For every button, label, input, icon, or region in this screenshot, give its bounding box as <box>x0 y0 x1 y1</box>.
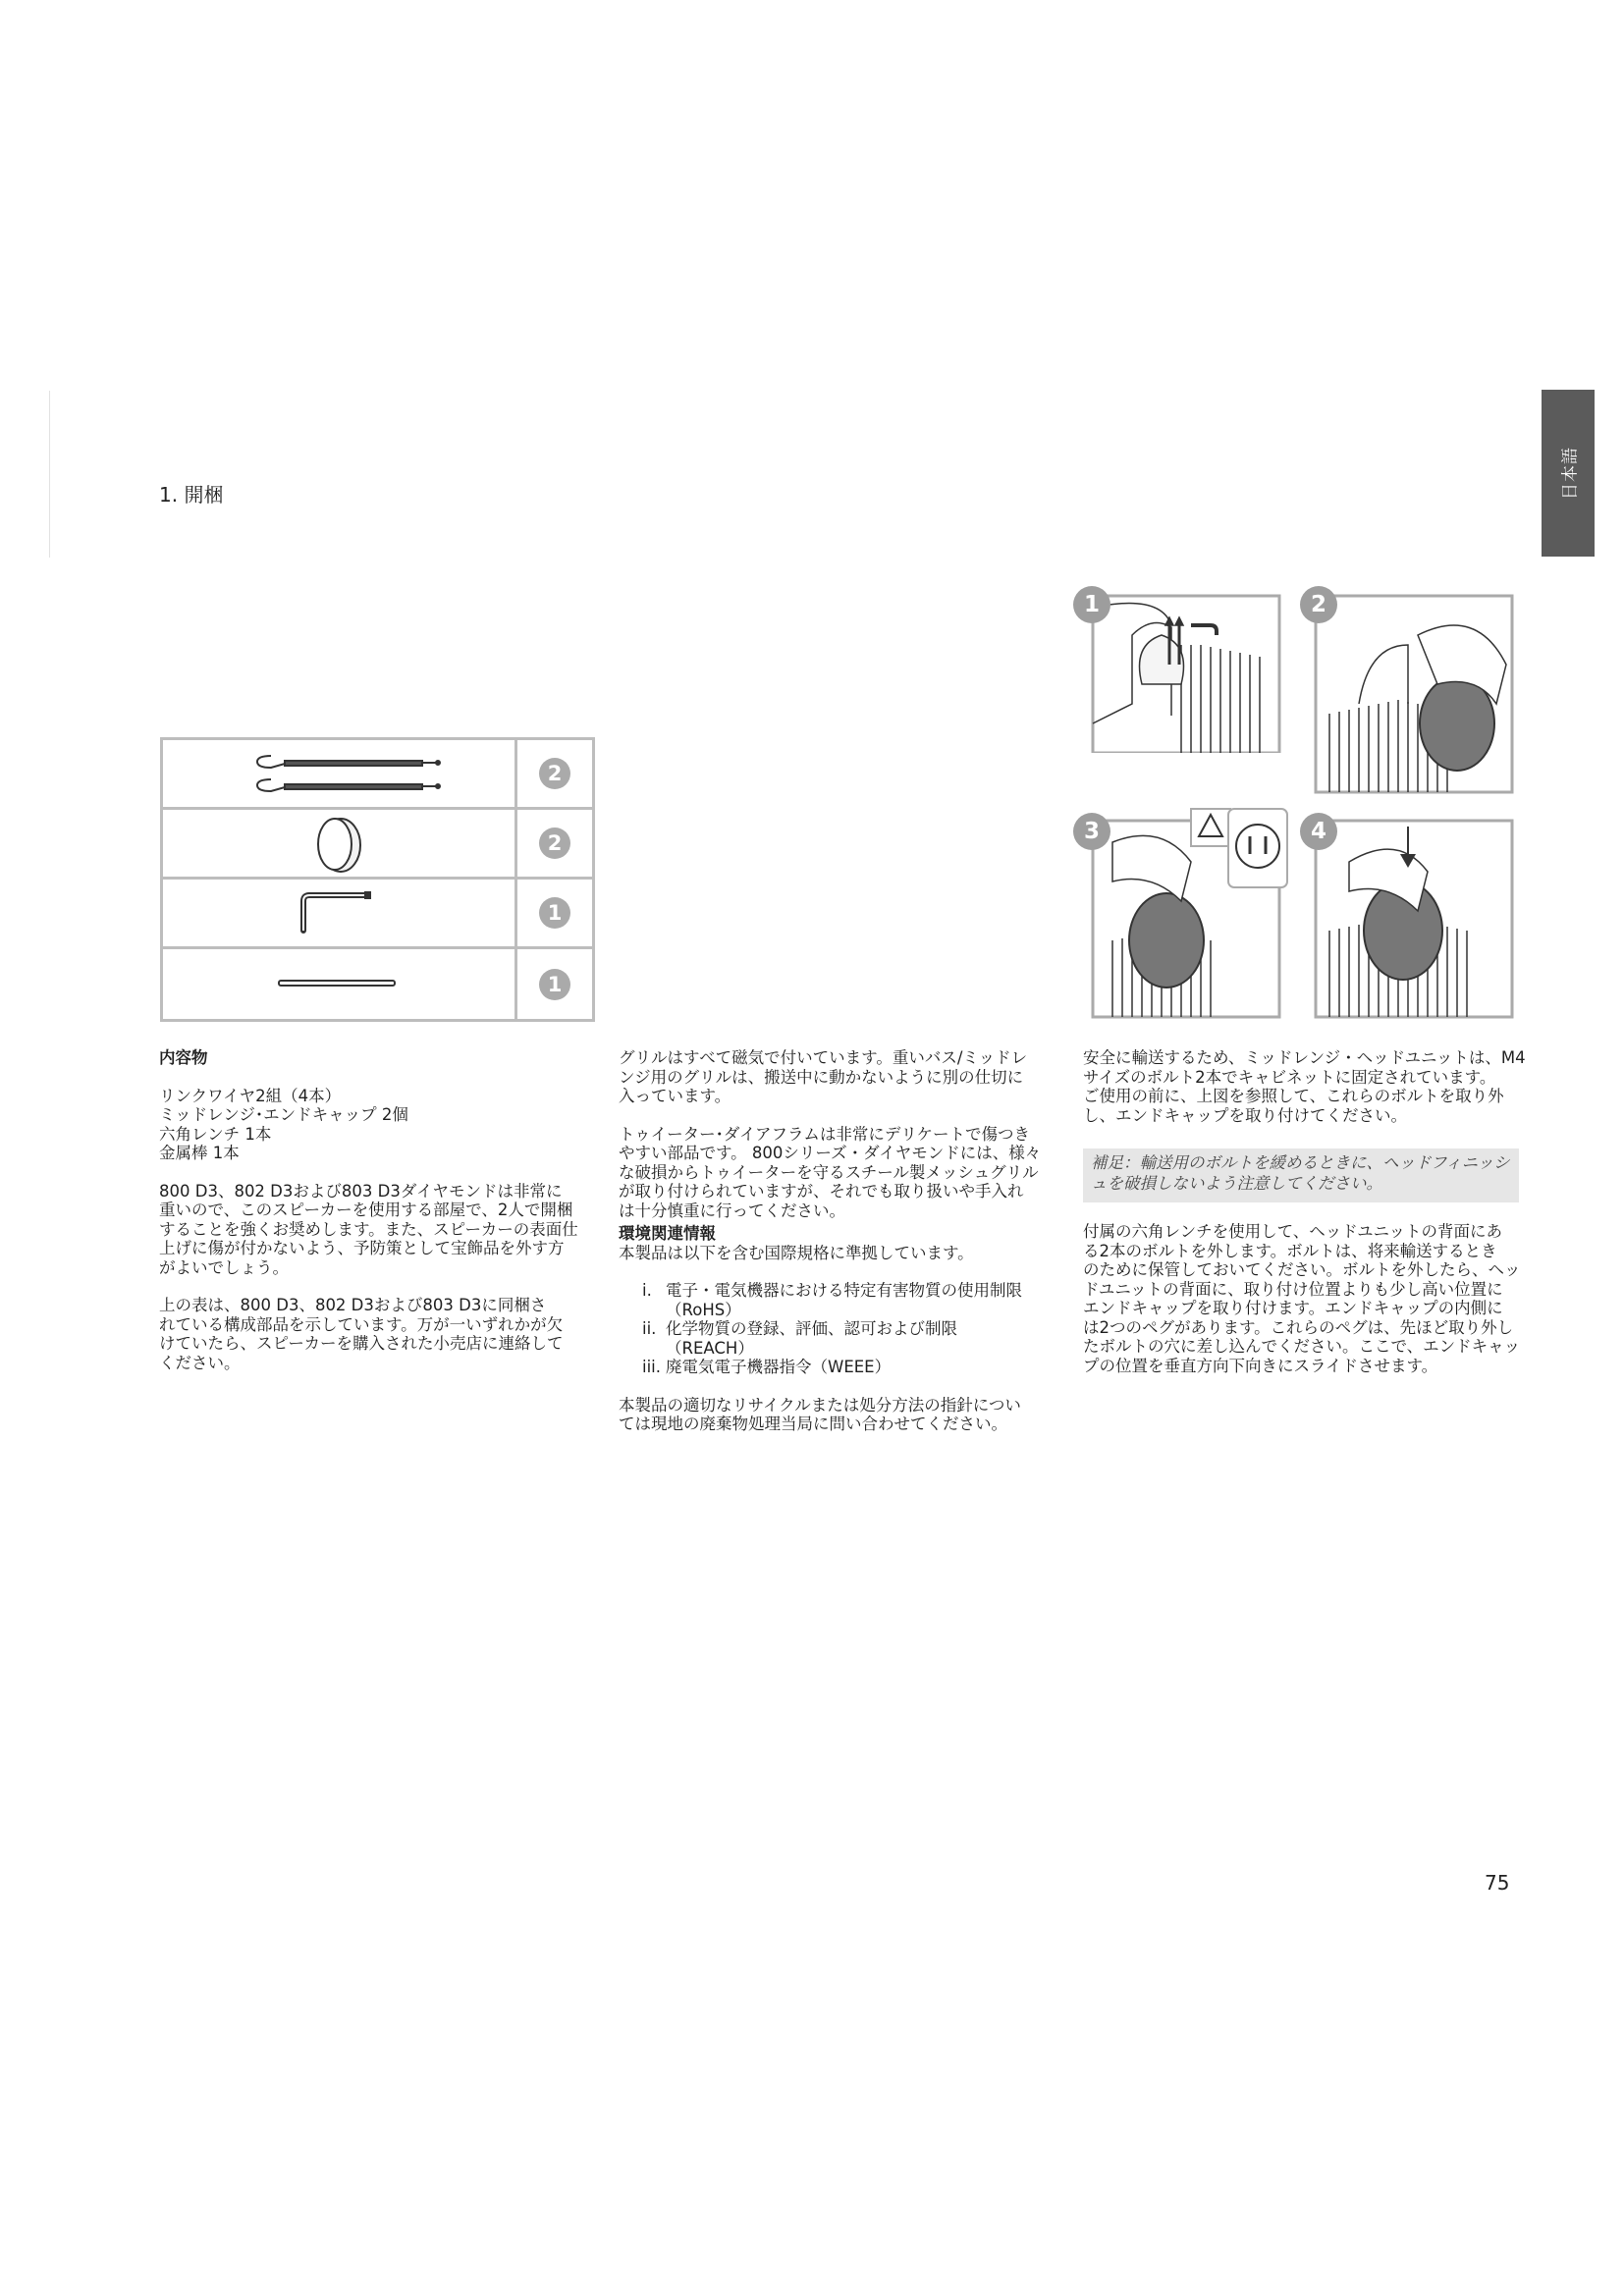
paragraph-line: し、エンドキャップを取り付けてください。 <box>1083 1105 1407 1125</box>
table-row <box>163 810 592 880</box>
end-cap-attach-illustration <box>1300 586 1516 797</box>
paragraph-line: は十分慎重に行ってください。 <box>619 1201 845 1220</box>
environment-intro: 本製品は以下を含む国際規格に準拠しています。 <box>619 1243 974 1262</box>
paragraph-line: 入っています。 <box>619 1087 731 1105</box>
paragraph-line: サイズのボルト2本でキャビネットに固定されています。 <box>1083 1067 1496 1087</box>
paragraph-line: 付属の六角レンチを使用して、ヘッドユニットの背面にあ <box>1083 1222 1502 1241</box>
paragraph-line: る2本のボルトを外します。ボルトは、将来輸送するとき <box>1083 1241 1497 1260</box>
link-wire-icon <box>163 740 514 807</box>
quantity-badge: 2 <box>539 828 570 859</box>
item-cell <box>163 949 517 1019</box>
note-line: ュを破損しないよう注意してください。 <box>1091 1174 1382 1193</box>
environment-heading: 環境関連情報 <box>619 1224 716 1243</box>
paragraph-line: 上の表は、800 D3、802 D3および803 D3に同梱さ <box>159 1296 547 1314</box>
language-tab-label: 日本語 <box>1560 447 1581 500</box>
contents-item: ミッドレンジ･エンドキャップ 2個 <box>159 1105 408 1124</box>
paragraph-line: のために保管しておいてください。ボルトを外したら、ヘッ <box>1083 1260 1521 1279</box>
illustration-step-3 <box>1073 803 1299 1019</box>
quantity-badge: 1 <box>539 969 570 1000</box>
page-number: 75 <box>1485 1871 1510 1895</box>
paragraph-line: たボルトの穴に差し込んでください。ここで、エンドキャッ <box>1083 1337 1521 1356</box>
illustration-step-2 <box>1300 586 1516 797</box>
paragraph-line: 800 D3、802 D3および803 D3ダイヤモンドは非常に <box>159 1181 563 1201</box>
paragraph-line: れている構成部品を示しています。万が一いずれかが欠 <box>159 1314 564 1334</box>
step-badge: 2 <box>1300 586 1337 623</box>
contents-item: 六角レンチ 1本 <box>159 1124 272 1144</box>
environment-list <box>619 1281 1070 1377</box>
section-title: 1. 開梱 <box>159 483 224 507</box>
paragraph-line: ドユニットの背面に、取り付け位置よりも少し高い位置に <box>1083 1279 1503 1299</box>
transport-bolt-column <box>1083 1048 1554 1125</box>
list-item: iii. 廃電気電子機器指令（WEEE） <box>642 1358 892 1376</box>
paragraph-line: な破損からトゥイーターを守るスチール製メッシュグリル <box>619 1162 1039 1182</box>
grille-column <box>619 1048 1070 1434</box>
contents-column <box>159 1048 616 1372</box>
paragraph-line: がよいでしょう。 <box>159 1257 289 1277</box>
contents-table <box>160 737 595 1022</box>
hex-wrench-icon <box>163 880 514 946</box>
item-cell <box>163 880 517 946</box>
paragraph-line: は2つのペグがあります。これらのペグは、先ほど取り外し <box>1083 1317 1514 1337</box>
table-row <box>163 740 592 810</box>
note-line: 補足：輸送用のボルトを緩めるときに、ヘッドフィニッシ <box>1091 1153 1510 1172</box>
paragraph-line: けていたら、スピーカーを購入された小売店に連絡して <box>159 1334 564 1353</box>
table-row <box>163 949 592 1019</box>
step-badge: 1 <box>1073 586 1110 623</box>
paragraph-line: ください。 <box>159 1353 241 1372</box>
paragraph-line: やすい部品です。 800シリーズ・ダイヤモンドには、様々 <box>619 1144 1042 1162</box>
paragraph-line: プの位置を垂直方向下向きにスライドさせます。 <box>1083 1356 1438 1375</box>
paragraph-line: エンドキャップを取り付けます。エンドキャップの内側に <box>1083 1299 1503 1317</box>
step-badge: 4 <box>1300 813 1337 850</box>
contents-item: リンクワイヤ2組（4本） <box>159 1086 342 1105</box>
paragraph-line: 本製品の適切なリサイクルまたは処分方法の指針につい <box>619 1395 1021 1415</box>
paragraph-line: グリルはすべて磁気で付いています。重いバス/ミッドレ <box>619 1048 1028 1067</box>
paragraph-line: ては現地の廃棄物処理当局に問い合わせてください。 <box>619 1415 1007 1433</box>
paragraph-line: トゥイーター･ダイアフラムは非常にデリケートで傷つき <box>619 1124 1031 1144</box>
language-tab[interactable] <box>1542 390 1595 557</box>
paragraph-line: が取り付けられていますが、それでも取り扱いや手入れ <box>619 1182 1024 1201</box>
quantity-badge: 1 <box>539 897 570 929</box>
margin-rule <box>49 391 50 558</box>
paragraph-line: ご使用の前に、上図を参照して、これらのボルトを取り外 <box>1083 1087 1504 1105</box>
paragraph-line: 重いので、このスピーカーを使用する部屋で、2人で開梱 <box>159 1201 573 1219</box>
paragraph-line: 上げに傷が付かないよう、予防策として宝飾品を外す方 <box>159 1239 565 1257</box>
contents-item: 金属棒 1本 <box>159 1144 240 1162</box>
illustration-step-4 <box>1300 803 1516 1019</box>
table-row <box>163 880 592 949</box>
step-badge: 3 <box>1073 813 1110 850</box>
list-item: i. 電子・電気機器における特定有害物質の使用制限 （RoHS） <box>642 1281 1022 1319</box>
list-item: ii. 化学物質の登録、評価、認可および制限 （REACH） <box>642 1319 957 1358</box>
caution-note <box>1083 1148 1519 1202</box>
paragraph-line: 安全に輸送するため、ミッドレンジ・ヘッドユニットは、M4 <box>1083 1048 1526 1067</box>
paragraph-line: することを強くお奨めします。また、スピーカーの表面仕 <box>159 1219 578 1239</box>
quantity-badge: 2 <box>539 758 570 789</box>
item-cell <box>163 740 517 807</box>
item-cell <box>163 810 517 877</box>
metal-rod-icon <box>163 949 514 1016</box>
contents-heading: 内容物 <box>159 1048 208 1067</box>
end-cap-icon <box>163 810 514 877</box>
paragraph-line: ンジ用のグリルは、搬送中に動かないように別の仕切に <box>619 1067 1024 1087</box>
installation-steps-text <box>1083 1222 1554 1375</box>
